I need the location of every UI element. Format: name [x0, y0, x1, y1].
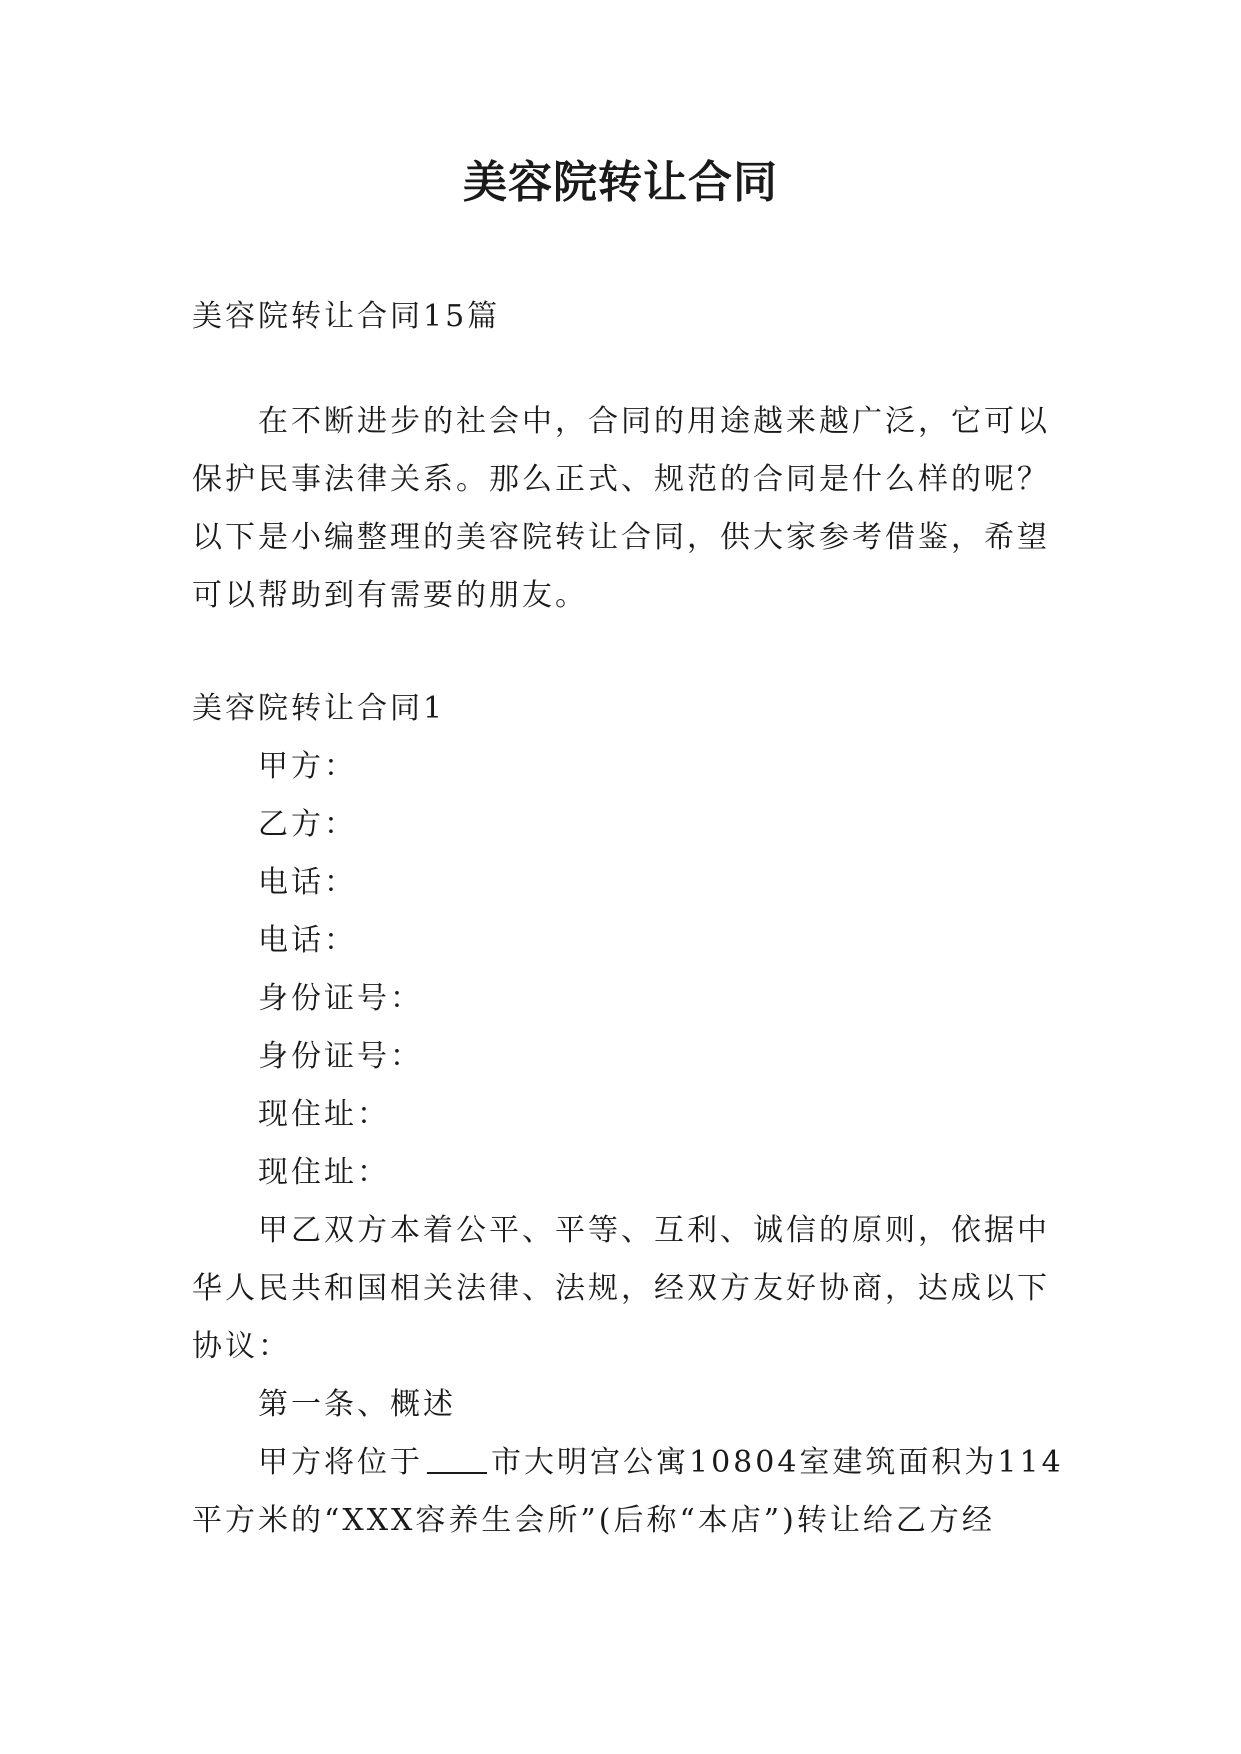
field-party-b: 乙方：: [258, 807, 357, 842]
intro-line: 可以帮助到有需要的朋友。: [192, 578, 588, 613]
field-id-number: 身份证号：: [258, 1039, 423, 1074]
field-party-a: 甲方：: [258, 749, 357, 784]
article-heading: 第一条、概述: [258, 1387, 456, 1422]
article-line: [192, 1434, 1064, 1492]
intro-paragraph: [192, 393, 1052, 625]
intro-line: 在不断进步的社会中，合同的用途越来越广泛，它可以: [258, 404, 1050, 439]
field-phone: 电话：: [258, 865, 357, 900]
preamble-line: 甲乙双方本着公平、平等、互利、诚信的原则，依据中: [258, 1213, 1050, 1248]
document-body: [192, 288, 1064, 1550]
preamble-line: 华人民共和国相关法律、法规，经双方友好协商，达成以下: [192, 1271, 1050, 1306]
preamble-line: 协议：: [192, 1329, 291, 1364]
article-paragraph: [192, 1434, 1064, 1550]
fill-in-blank: [427, 1444, 487, 1474]
intro-line: 以下是小编整理的美容院转让合同，供大家参考借鉴，希望: [192, 520, 1050, 555]
party-fields: [192, 738, 1052, 1202]
field-id-number: 身份证号：: [258, 981, 423, 1016]
intro-line: 保护民事法律关系。那么正式、规范的合同是什么样的呢？: [192, 462, 1050, 497]
field-address: 现住址：: [258, 1155, 390, 1190]
article-line: 平方米的“XXX容养生会所”(后称“本店”)转让给乙方经: [192, 1503, 995, 1538]
field-address: 现住址：: [258, 1097, 390, 1132]
preamble-paragraph: [192, 1202, 1052, 1376]
section-heading: 美容院转让合同1: [192, 691, 446, 726]
article-text: 甲方将位于: [258, 1445, 423, 1480]
field-phone: 电话：: [258, 923, 357, 958]
document-subtitle: 美容院转让合同15篇: [192, 299, 501, 334]
document-title: 美容院转让合同: [463, 157, 778, 208]
article-text: 市大明宫公寓10804室建筑面积为114: [491, 1445, 1064, 1480]
